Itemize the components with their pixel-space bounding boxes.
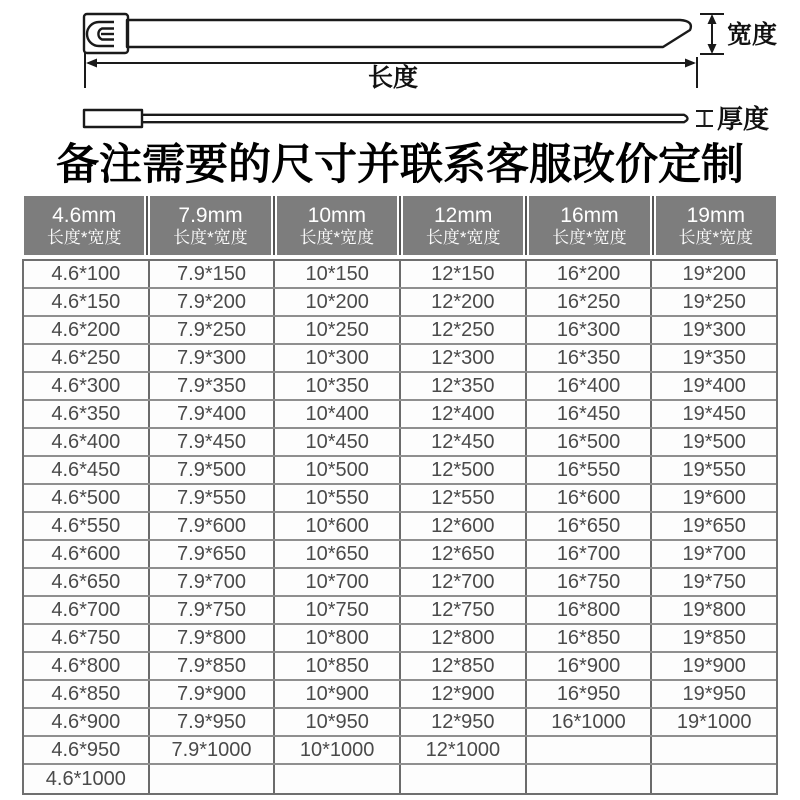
table-row [24, 457, 776, 485]
size-cell: 12*650 [401, 541, 527, 567]
size-cell: 19*750 [682, 570, 746, 593]
size-cell: 12*250 [401, 317, 527, 343]
cable-tie-top-view [84, 14, 691, 53]
size-cell: 7.9*350 [150, 373, 276, 399]
table-row [24, 597, 776, 625]
size-cell: 12*600 [401, 513, 527, 539]
size-cell: 10*900 [275, 681, 401, 707]
size-cell: 16*450 [527, 401, 653, 427]
size-cell: 7.9*600 [150, 513, 276, 539]
table-row [24, 541, 776, 569]
size-cell: 10*650 [275, 541, 401, 567]
column-sub-label: 长度*宽度 [425, 227, 501, 247]
size-cell: 19*1000 [676, 710, 752, 733]
length-dimension-label: 长度 [368, 64, 419, 92]
size-cell: 4.6*450 [24, 457, 150, 483]
size-cell: 4.6*1000 [24, 765, 150, 793]
size-cell: 16*700 [527, 541, 653, 567]
empty-cell [527, 765, 653, 793]
size-cell: 10*500 [275, 457, 401, 483]
width-dimension-label: 宽度 [727, 21, 778, 49]
size-cell: 19*350 [682, 346, 746, 369]
size-cell: 19*600 [682, 486, 746, 509]
column-size-label: 16mm [560, 203, 619, 227]
empty-cell [150, 765, 276, 793]
size-cell: 4.6*550 [24, 513, 150, 539]
size-cell: 12*350 [401, 373, 527, 399]
size-cell: 16*550 [527, 457, 653, 483]
table-row [24, 373, 776, 401]
width-dimension [700, 14, 724, 54]
column-header-7.9mm [148, 196, 272, 255]
table-row [24, 569, 776, 597]
size-cell: 12*500 [401, 457, 527, 483]
size-cell: 7.9*800 [150, 625, 276, 651]
size-cell: 7.9*1000 [150, 737, 276, 763]
size-cell: 12*450 [401, 429, 527, 455]
size-cell: 16*750 [527, 569, 653, 595]
table-row [24, 513, 776, 541]
size-cell: 10*400 [275, 401, 401, 427]
size-cell: 16*900 [527, 653, 653, 679]
size-cell: 4.6*750 [24, 625, 150, 651]
size-cell: 16*200 [527, 261, 653, 287]
size-cell: 7.9*700 [150, 569, 276, 595]
column-size-label: 19mm [686, 203, 745, 227]
size-cell: 4.6*900 [24, 709, 150, 735]
table-row [24, 401, 776, 429]
size-cell: 10*350 [275, 373, 401, 399]
empty-cell [527, 737, 653, 763]
size-cell: 7.9*500 [150, 457, 276, 483]
size-cell: 4.6*300 [24, 373, 150, 399]
size-cell: 19*250 [682, 290, 746, 313]
table-row [24, 289, 776, 317]
size-cell: 10*800 [275, 625, 401, 651]
size-cell: 16*1000 [527, 709, 653, 735]
thickness-dimension-label: 厚度 [717, 104, 770, 134]
size-cell: 19*300 [682, 318, 746, 341]
table-row [24, 765, 776, 793]
size-cell: 16*500 [527, 429, 653, 455]
size-cell: 7.9*650 [150, 541, 276, 567]
size-cell: 10*200 [275, 289, 401, 315]
column-sub-label: 长度*宽度 [299, 227, 375, 247]
size-cell: 7.9*450 [150, 429, 276, 455]
size-cell: 19*500 [682, 430, 746, 453]
column-header-12mm [401, 196, 525, 255]
page-title: 备注需要的尺寸并联系客服改价定制 [56, 141, 744, 189]
size-cell: 7.9*900 [150, 681, 276, 707]
size-cell: 12*850 [401, 653, 527, 679]
size-cell: 7.9*950 [150, 709, 276, 735]
size-cell: 7.9*400 [150, 401, 276, 427]
column-size-label: 12mm [433, 203, 493, 227]
size-cell: 12*800 [401, 625, 527, 651]
size-cell: 19*450 [682, 402, 746, 425]
column-header-16mm [527, 196, 651, 255]
column-size-label: 10mm [307, 203, 366, 227]
size-cell: 12*1000 [401, 737, 527, 763]
empty-cell [652, 737, 776, 763]
size-cell: 19*850 [682, 626, 746, 649]
column-sub-label: 长度*宽度 [173, 227, 248, 247]
size-cell: 10*950 [275, 709, 401, 735]
empty-cell [275, 765, 401, 793]
size-cell: 12*700 [401, 569, 527, 595]
size-cell: 19*700 [682, 542, 746, 565]
table-row [24, 261, 776, 289]
size-cell: 12*550 [401, 485, 527, 511]
size-cell: 12*750 [401, 597, 527, 623]
size-cell: 16*650 [527, 513, 653, 539]
cable-tie-diagram [0, 0, 800, 150]
size-cell: 16*600 [527, 485, 653, 511]
size-cell: 4.6*400 [24, 429, 150, 455]
column-header-4.6mm [22, 196, 146, 255]
column-sub-label: 长度*宽度 [46, 227, 122, 247]
size-cell: 4.6*100 [24, 261, 150, 287]
size-cell: 4.6*250 [24, 345, 150, 371]
table-row [24, 317, 776, 345]
size-cell: 7.9*850 [150, 653, 276, 679]
size-cell: 7.9*300 [150, 345, 276, 371]
size-cell: 16*300 [527, 317, 653, 343]
size-cell: 4.6*700 [24, 597, 150, 623]
size-cell: 7.9*750 [150, 597, 276, 623]
table-row [24, 681, 776, 709]
size-cell: 10*1000 [275, 737, 401, 763]
size-cell: 10*750 [275, 597, 401, 623]
table-row [24, 737, 776, 765]
column-header-19mm [654, 196, 778, 255]
size-cell: 10*450 [275, 429, 401, 455]
column-size-label: 4.6mm [52, 203, 117, 227]
size-cell: 19*900 [682, 654, 746, 677]
empty-cell [652, 765, 776, 793]
size-cell: 10*250 [275, 317, 401, 343]
size-cell: 7.9*150 [150, 261, 276, 287]
size-cell: 16*950 [527, 681, 653, 707]
size-cell: 4.6*650 [24, 569, 150, 595]
table-row [24, 625, 776, 653]
size-cell: 16*850 [527, 625, 653, 651]
size-cell: 4.6*500 [24, 485, 150, 511]
size-cell: 7.9*550 [150, 485, 276, 511]
table-row [24, 709, 776, 737]
size-cell: 16*250 [527, 289, 653, 315]
size-cell: 4.6*600 [24, 541, 150, 567]
size-cell: 4.6*200 [24, 317, 150, 343]
table-body [22, 259, 778, 795]
table-row [24, 429, 776, 457]
size-cell: 12*150 [401, 261, 527, 287]
column-sub-label: 长度*宽度 [552, 227, 627, 247]
cable-tie-side-view [84, 110, 688, 127]
size-cell: 19*400 [682, 374, 746, 397]
size-table [22, 196, 778, 795]
size-cell: 10*850 [275, 653, 401, 679]
table-row [24, 653, 776, 681]
size-cell: 10*600 [275, 513, 401, 539]
size-cell: 10*150 [275, 261, 401, 287]
size-cell: 19*650 [682, 514, 746, 537]
size-cell: 19*800 [682, 598, 746, 621]
size-cell: 16*350 [527, 345, 653, 371]
column-sub-label: 长度*宽度 [678, 227, 754, 247]
size-cell: 7.9*200 [150, 289, 276, 315]
size-cell: 16*400 [527, 373, 653, 399]
size-cell: 12*950 [401, 709, 527, 735]
column-size-label: 7.9mm [178, 203, 243, 227]
size-cell: 4.6*150 [24, 289, 150, 315]
size-cell: 12*300 [401, 345, 527, 371]
size-cell: 4.6*950 [24, 737, 150, 763]
column-header-10mm [275, 196, 399, 255]
size-cell: 7.9*250 [150, 317, 276, 343]
size-cell: 12*200 [401, 289, 527, 315]
size-cell: 12*900 [401, 681, 527, 707]
size-cell: 4.6*350 [24, 401, 150, 427]
size-cell: 19*950 [682, 682, 746, 705]
size-cell: 19*200 [682, 262, 746, 285]
size-cell: 16*800 [527, 597, 653, 623]
size-cell: 10*300 [275, 345, 401, 371]
empty-cell [401, 765, 527, 793]
size-cell: 4.6*850 [24, 681, 150, 707]
table-row [24, 345, 776, 373]
table-row [24, 485, 776, 513]
table-header-row [22, 196, 778, 255]
size-cell: 10*550 [275, 485, 401, 511]
size-cell: 19*550 [682, 458, 746, 481]
size-cell: 12*400 [401, 401, 527, 427]
size-cell: 10*700 [275, 569, 401, 595]
thickness-dimension [696, 111, 713, 126]
size-cell: 4.6*800 [24, 653, 150, 679]
